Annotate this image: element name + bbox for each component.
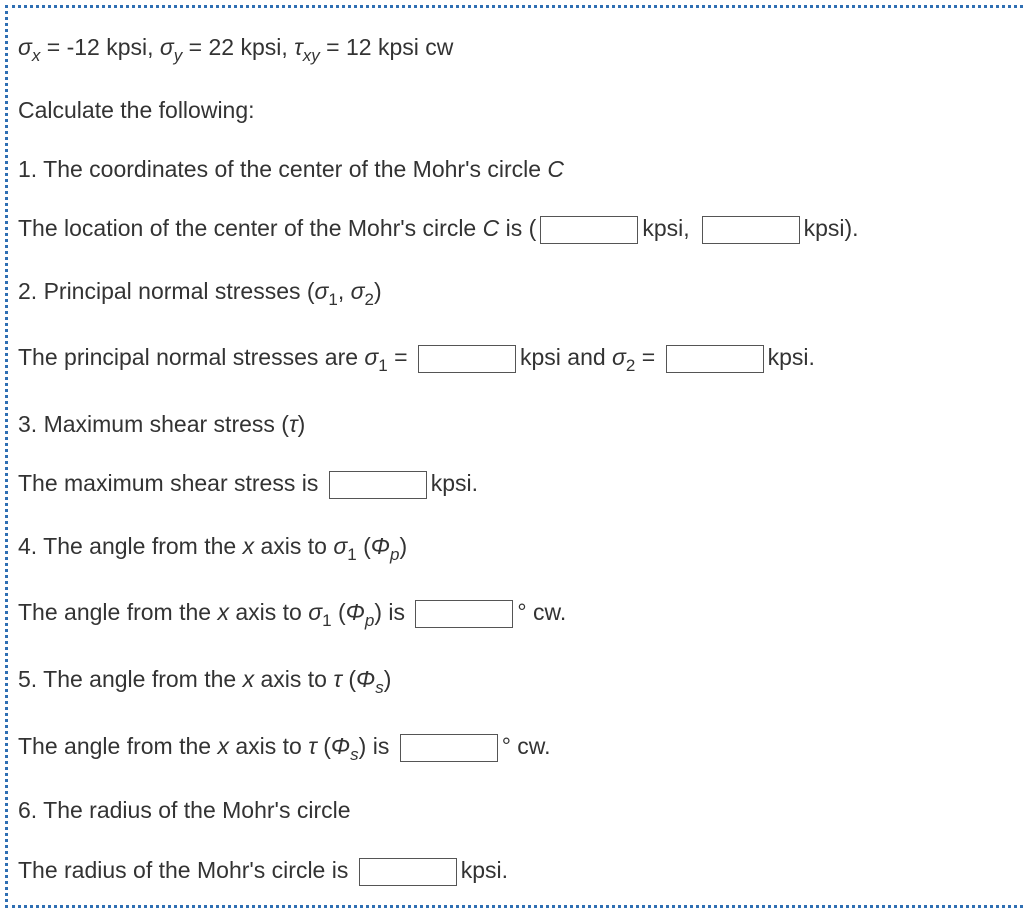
q5-prompt: The angle from the x axis to τ $(\Phi_s)$ is ° cw. [18,733,551,764]
sigma1-input[interactable] [418,345,516,373]
sigma-y-subscript: y [173,46,183,65]
max-shear-input[interactable] [329,471,427,499]
q6-heading: 6. The radius of the Mohr's circle [18,797,351,823]
sigma-x-subscript: x [31,46,41,65]
q3-heading: 3. Maximum shear stress (τ) [18,411,306,437]
q4-heading: 4. The angle from the x axis to $\sigma_1$ $(\Phi_p)$ [18,533,408,564]
radius-input[interactable] [359,858,457,886]
phi-p-input[interactable] [415,600,513,628]
question-container [5,5,1024,908]
given-values [18,32,453,65]
q1-prompt: The location of the center of the Mohr's circle C is ( kpsi, kpsi). [18,213,859,244]
center-y-input[interactable] [702,216,800,244]
sigma2-input[interactable] [666,345,764,373]
q1-heading: 1. The coordinates of the center of the Mohr's circle C [18,156,565,182]
sigma-y-value: = 22 kpsi, [182,34,295,60]
q2-heading: 2. Principal normal stresses ($\sigma_1$, $\sigma_2$) [18,278,382,309]
center-x-input[interactable] [540,216,638,244]
sigma-x-value: = -12 kpsi, [40,34,160,60]
sigma-symbol: σ [159,34,174,60]
tau-symbol: τ [294,34,303,60]
tau-xy-value: = 12 kpsi cw [319,34,454,60]
q6-prompt: The radius of the Mohr's circle is kpsi. [18,855,508,886]
sigma-symbol: σ [18,34,32,60]
tau-xy-subscript: xy [302,46,320,65]
phi-s-input[interactable] [400,734,498,762]
q5-heading: 5. The angle from the x axis to τ $(\Phi_s)$ [18,666,392,697]
q3-prompt: The maximum shear stress is kpsi. [18,468,478,499]
q2-prompt: The principal normal stresses are $\sigma_1$ = kpsi and $\sigma_2$ = kpsi. [18,344,815,375]
q4-prompt: The angle from the x axis to $\sigma_1$ $(\Phi_p)$ is ° cw. [18,599,567,630]
intro-text: Calculate the following: [18,97,255,123]
